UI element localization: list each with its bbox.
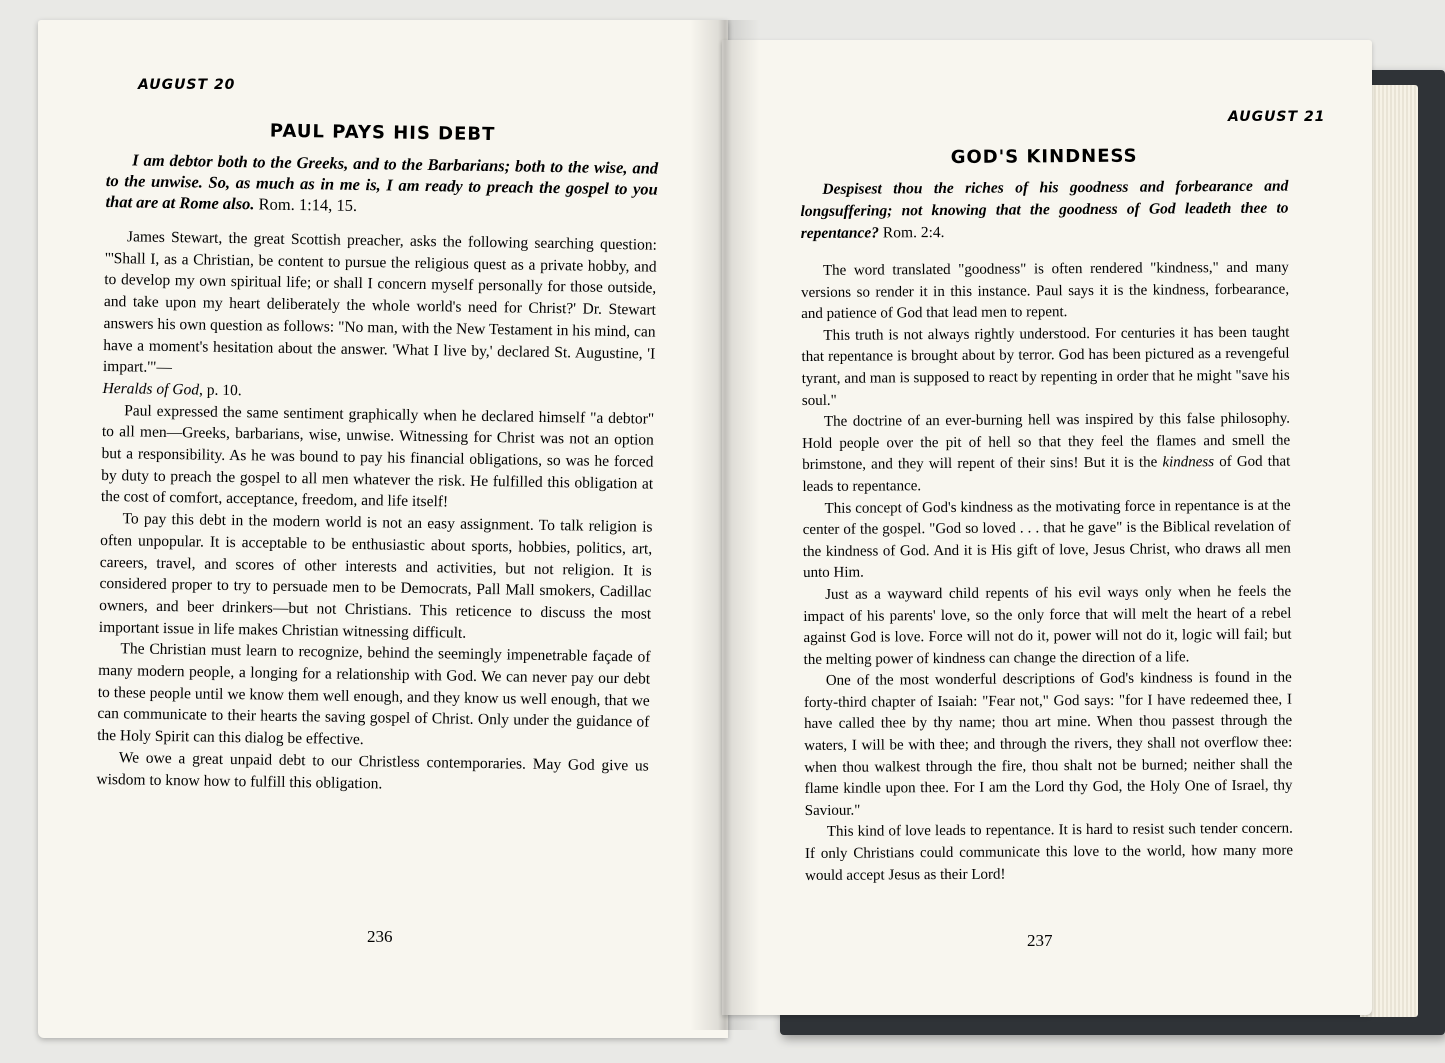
right-paragraph: One of the most wonderful descriptions of God's kindness is found in the forty-third chapter of Isaiah: "Fear not," God says: "for I have redeemed thee, I have called thee by thy name; thou art mine. When thou passest through the waters, I will be with thee; and through the rivers, they shall not overflow thee: when thou walkest through the fire, thou shalt not be burned; neither shall the flame kindle upon thee. For I am the Lord thy God, the Holy One of Israel, thy Saviour." (803, 669, 1293, 819)
left-citation-page: , p. 10. (198, 381, 242, 400)
right-page-verse (800, 176, 1288, 245)
right-paragraph: Just as a wayward child repents of his evil ways only when he feels the impact of his parents' love, so the only force that will melt the heart of a rebel against God is love. Force will not do it, power will not do it, logic will fail; but the melting power of kindness can change the direction of a life. (803, 583, 1292, 668)
left-page-date: AUGUST 20 (138, 77, 236, 93)
left-paragraph: The Christian must learn to recognize, behind the seemingly impenetrable façade of many modern people, a longing for a relationship with God. We can never pay our debt to these people until we know them well enough, and they know us well enough, that we can communicate to their hearts the saving gospel of Christ. Only under the guidance of the Holy Spirit can this dialog be effective. (97, 640, 651, 749)
right-paragraph: The word translated "goodness" is often rendered "kindness," and many versions so render it in this instance. Paul says it is the kindness, forbearance, and patience of God that lead men to repent. (801, 259, 1290, 323)
right-page-text (800, 135, 1293, 888)
left-page-title: PAUL PAYS HIS DEBT (269, 120, 496, 146)
left-paragraph: To pay this debt in the modern world is not an easy assignment. To talk religion is often unpopular. It is acceptable to be enthusiastic about sports, hobbies, politics, art, careers, travel, and scores of other interests and activities, but not religion. It is considered proper to try to persuade men to be Democrats, Pall Mall smokers, Cadillac owners, and beer drinkers—but not Christians. This reticence to discuss the most important issue in life makes Christian witnessing difficult. (98, 510, 653, 642)
book-gutter (690, 20, 760, 1030)
left-page-verse (105, 149, 658, 221)
right-page-number: 237 (1027, 931, 1053, 950)
right-paragraph: The doctrine of an ever-burning hell was inspired by this false philosophy. Hold people over the pit of hell so that they feel the flames and smell the brimstone, and they will repent of their sins! But it is the kindness of God that leads to repentance. (802, 410, 1291, 495)
right-paragraph: This concept of God's kindness as the motivating force in repentance is at the center of the gospel. "God so loved . . . that he gave" is the Biblical revelation of the kindness of God. And it is His gift of love, Jesus Christ, who draws all men unto Him. (802, 497, 1291, 582)
right-verse-text: Despisest thou the riches of his goodness and forbearance and longsuffering; not knowing that the goodness of God leadeth thee to repentance? (800, 177, 1289, 242)
right-kindness-emphasis: kindness (1162, 454, 1215, 471)
right-page-title: GOD'S KINDNESS (950, 145, 1138, 168)
right-paragraph: This kind of love leads to repentance. It is hard to resist such tender concern. If only Christians could communicate this love to the world, how many more would accept Jesus as their Lord! (804, 821, 1294, 884)
left-verse-text: I am debtor both to the Greeks, and to the Barbarians; both to the wise, and to the unwise. So, as much as in me is, I am ready to preach the gospel to you that are at Rome also. (105, 150, 659, 214)
left-paragraph: We owe a great unpaid debt to our Christless contemporaries. May God give us wisdom to know how to fulfill this obligation. (96, 749, 649, 792)
left-verse-ref: Rom. 1:14, 15. (258, 194, 358, 215)
right-page-date: AUGUST 21 (1228, 109, 1326, 125)
left-paragraph: Paul expressed the same sentiment graphically when he declared himself "a debtor" to all men—Greeks, barbarians, wise, unwise. Witnessing for Christ was not an option but a responsibility. As he was bound to pay his financial obligations, so was he forced by duty to preach the gospel to all men whatever the risk. He fulfilled this obligation at the cost of comfort, acceptance, freedom, and life itself! (100, 401, 655, 511)
left-page-text (96, 108, 659, 799)
left-page-number: 236 (367, 927, 393, 946)
left-paragraph: James Stewart, the great Scottish preacher, asks the following searching question: "'Shall I, as a Christian, be content to pursue the religious quest as a private hobby, and to develop my own spiritual life; or shall I concern myself personally for those outside, and take upon my heart deliberately the whole world's need for Christ?' Dr. Stewart answers his own question as follows: "No man, with the New Testament in his mind, can have a moment's hesitation about the answer. 'What I live by,' declared St. Augustine, 'I impart.'"— Heralds of God, p. 10. (102, 228, 658, 400)
left-citation-title: Heralds of God (102, 379, 200, 399)
right-verse-ref: Rom. 2:4. (882, 223, 945, 242)
right-paragraph: This truth is not always rightly understood. For centuries it has been taught that repentance is brought about by terror. God has been pictured as a revengeful tyrant, and man is supposed to react by repenting in order that he might "save his soul." (801, 324, 1290, 409)
